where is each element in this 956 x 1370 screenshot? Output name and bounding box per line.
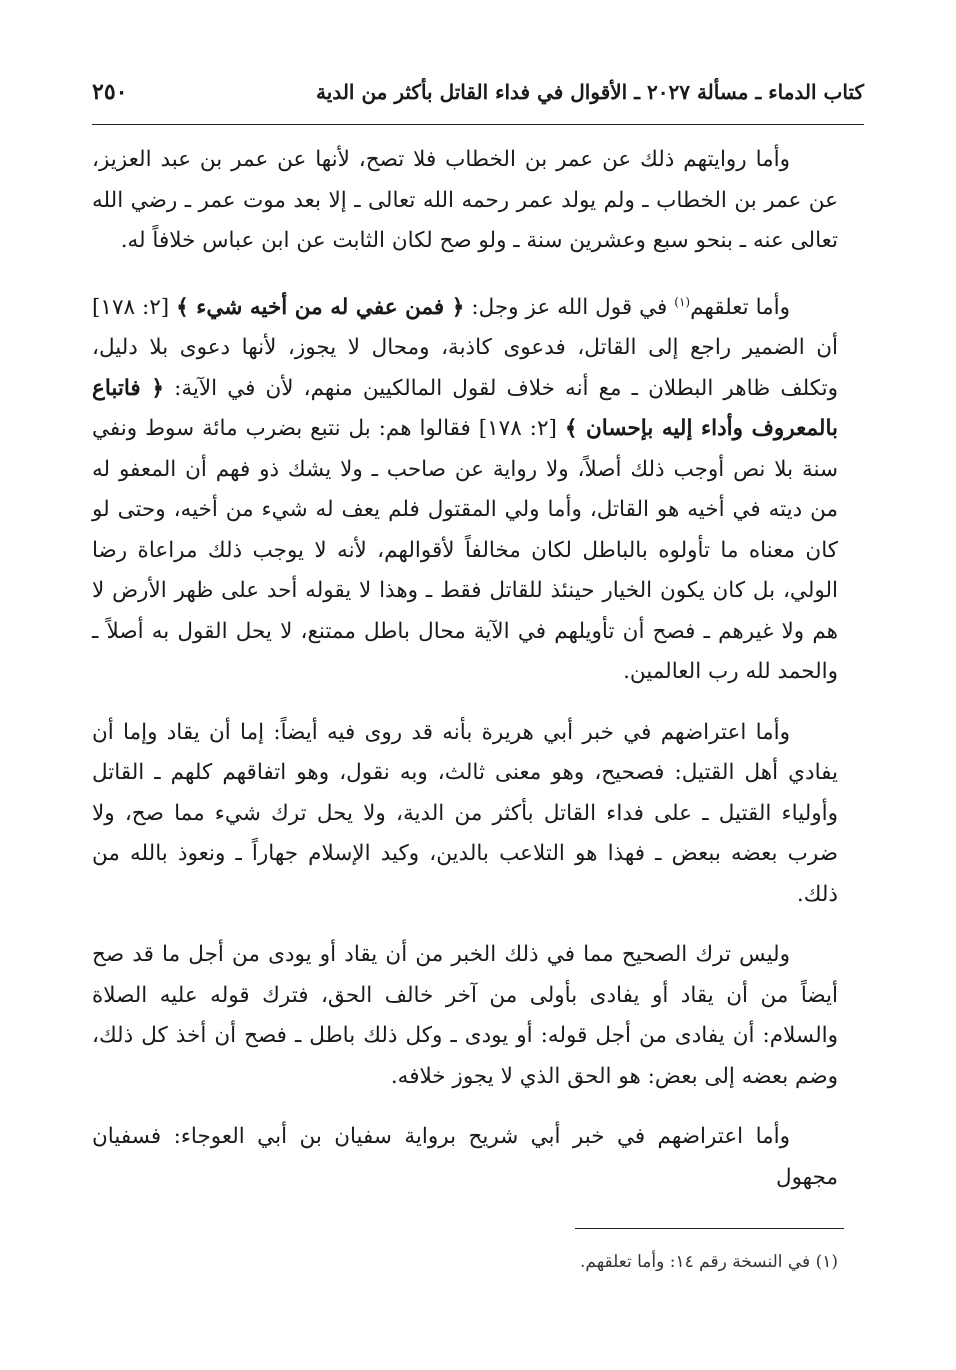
paragraph-2 <box>92 282 838 693</box>
header-rule <box>92 124 864 125</box>
paragraph-5 <box>92 1117 838 1198</box>
quran-verse-1: ﴿ فمن عفي له من أخيه شيء ﴾ <box>176 294 465 320</box>
body-text <box>92 140 838 1198</box>
paragraph-4-text: وليس ترك الصحيح مما في ذلك الخبر من أن يقاد أو يودى من أجل ما قد صح أيضاً من أن يقاد أو يفادى بأولى من آخر خالف الحق، فترك قوله عليه الصلاة والسلام: أن يفادى من أجل قوله: أو يودى ـ وكل ذلك باطل ـ فصح أن أخذ كل ذلك، وضم بعضه إلى بعض: هو الحق الذي لا يجوز خلافه. <box>92 942 838 1089</box>
paragraph-2-text-a: وأما تعلقهم <box>690 294 791 320</box>
page-header <box>92 70 864 114</box>
paragraph-1-line-2: العزيز، عن عمر بن الخطاب ـ ولم يولد عمر رحمه الله تعالى ـ إلا بعد موت عمر ـ <box>92 147 838 213</box>
paragraph-1-line-3: رضي الله تعالى عنه ـ بنحو سبع وعشرين سنة ـ ولو صح لكان الثابت عن ابن عباس <box>92 187 838 253</box>
running-title: كتاب الدماء ـ مسألة ٢٠٢٧ ـ الأقوال في فداء القاتل بأكثر من الدية <box>316 80 864 104</box>
paragraph-2-text-c: [٢: ١٧٨] أن الضمير راجع إلى القاتل، فدعوى كاذبة، ومحال لا يجوز، لأنها دعوى بلا دليل، وتكلف ظاهر البطلان ـ مع أنه خلاف لقول المالكيين منهم، لأن في الآية: <box>92 294 839 401</box>
page-number: ٢٥٠ <box>92 79 128 105</box>
footnote-rule <box>575 1228 844 1229</box>
paragraph-2-text-b: في قول الله عز وجل: <box>464 294 675 320</box>
footnote-marker: (١) <box>674 294 691 309</box>
paragraph-5-text: وأما اعتراضهم في خبر أبي شريح برواية سفيان بن أبي العوجاء: فسفيان مجهول <box>92 1124 838 1190</box>
paragraph-3 <box>92 713 838 916</box>
paragraph-1 <box>92 140 838 262</box>
quran-verse-2: ﴿ فاتباع بالمعروف وأداء إليه بإحسان ﴾ <box>92 375 839 442</box>
paragraph-1-line-1: وأما روايتهم ذلك عن عمر بن الخطاب فلا تصح، لأنها عن عمر بن عبد <box>160 147 790 172</box>
paragraph-4 <box>92 935 838 1097</box>
footnote: (١) في النسخة رقم ١٤: وأما تعلقهم. <box>580 1252 838 1272</box>
paragraph-1-line-4: خلافاً له. <box>120 228 196 253</box>
paragraph-3-text: وأما اعتراضهم في خبر أبي هريرة بأنه قد روى فيه أيضاً: إما أن يقاد وإما أن يفادي أهل القتيل: فصحيح، وهو معنى ثالث، وبه نقول، وهو اتفاقهم كلهم ـ القاتل وأولياء القتيل ـ على فداء القاتل بأكثر من الدية، ولا يحل ترك شيء مما صح، ولا ضرب بعضه ببعض ـ فهذا هو التلاعب بالدين، وكيد الإسلام جهاراً ـ ونعوذ بالله من ذلك. <box>92 719 838 907</box>
paragraph-2-text-d: [٢: ١٧٨] فقالوا هم: بل نتبع بضرب مائة سوط ونفي سنة بلا نص أوجب ذلك أصلاً، ولا رواية عن صاحب ـ ولا يشك ذو فهم أن المعفو له من ديته في أخيه هو القاتل، وأما ولي المقتول فلم يعف له شيء من أخيه، وحتى لو كان معناه ما تأولوه بالباطل لكان مخالفاً لأقوالهم، لأنه لا يوجب ذلك مراعاة رضا الولي، بل كان يكون الخيار حينئذ للقاتل فقط ـ وهذا لا يقوله أحد على ظهر الأرض لا هم ولا غيرهم ـ فصح أن تأويلهم في الآية محال باطل ممتنع، لا يحل القول به أصلاً ـ والحمد لله رب العالمين. <box>92 416 838 685</box>
